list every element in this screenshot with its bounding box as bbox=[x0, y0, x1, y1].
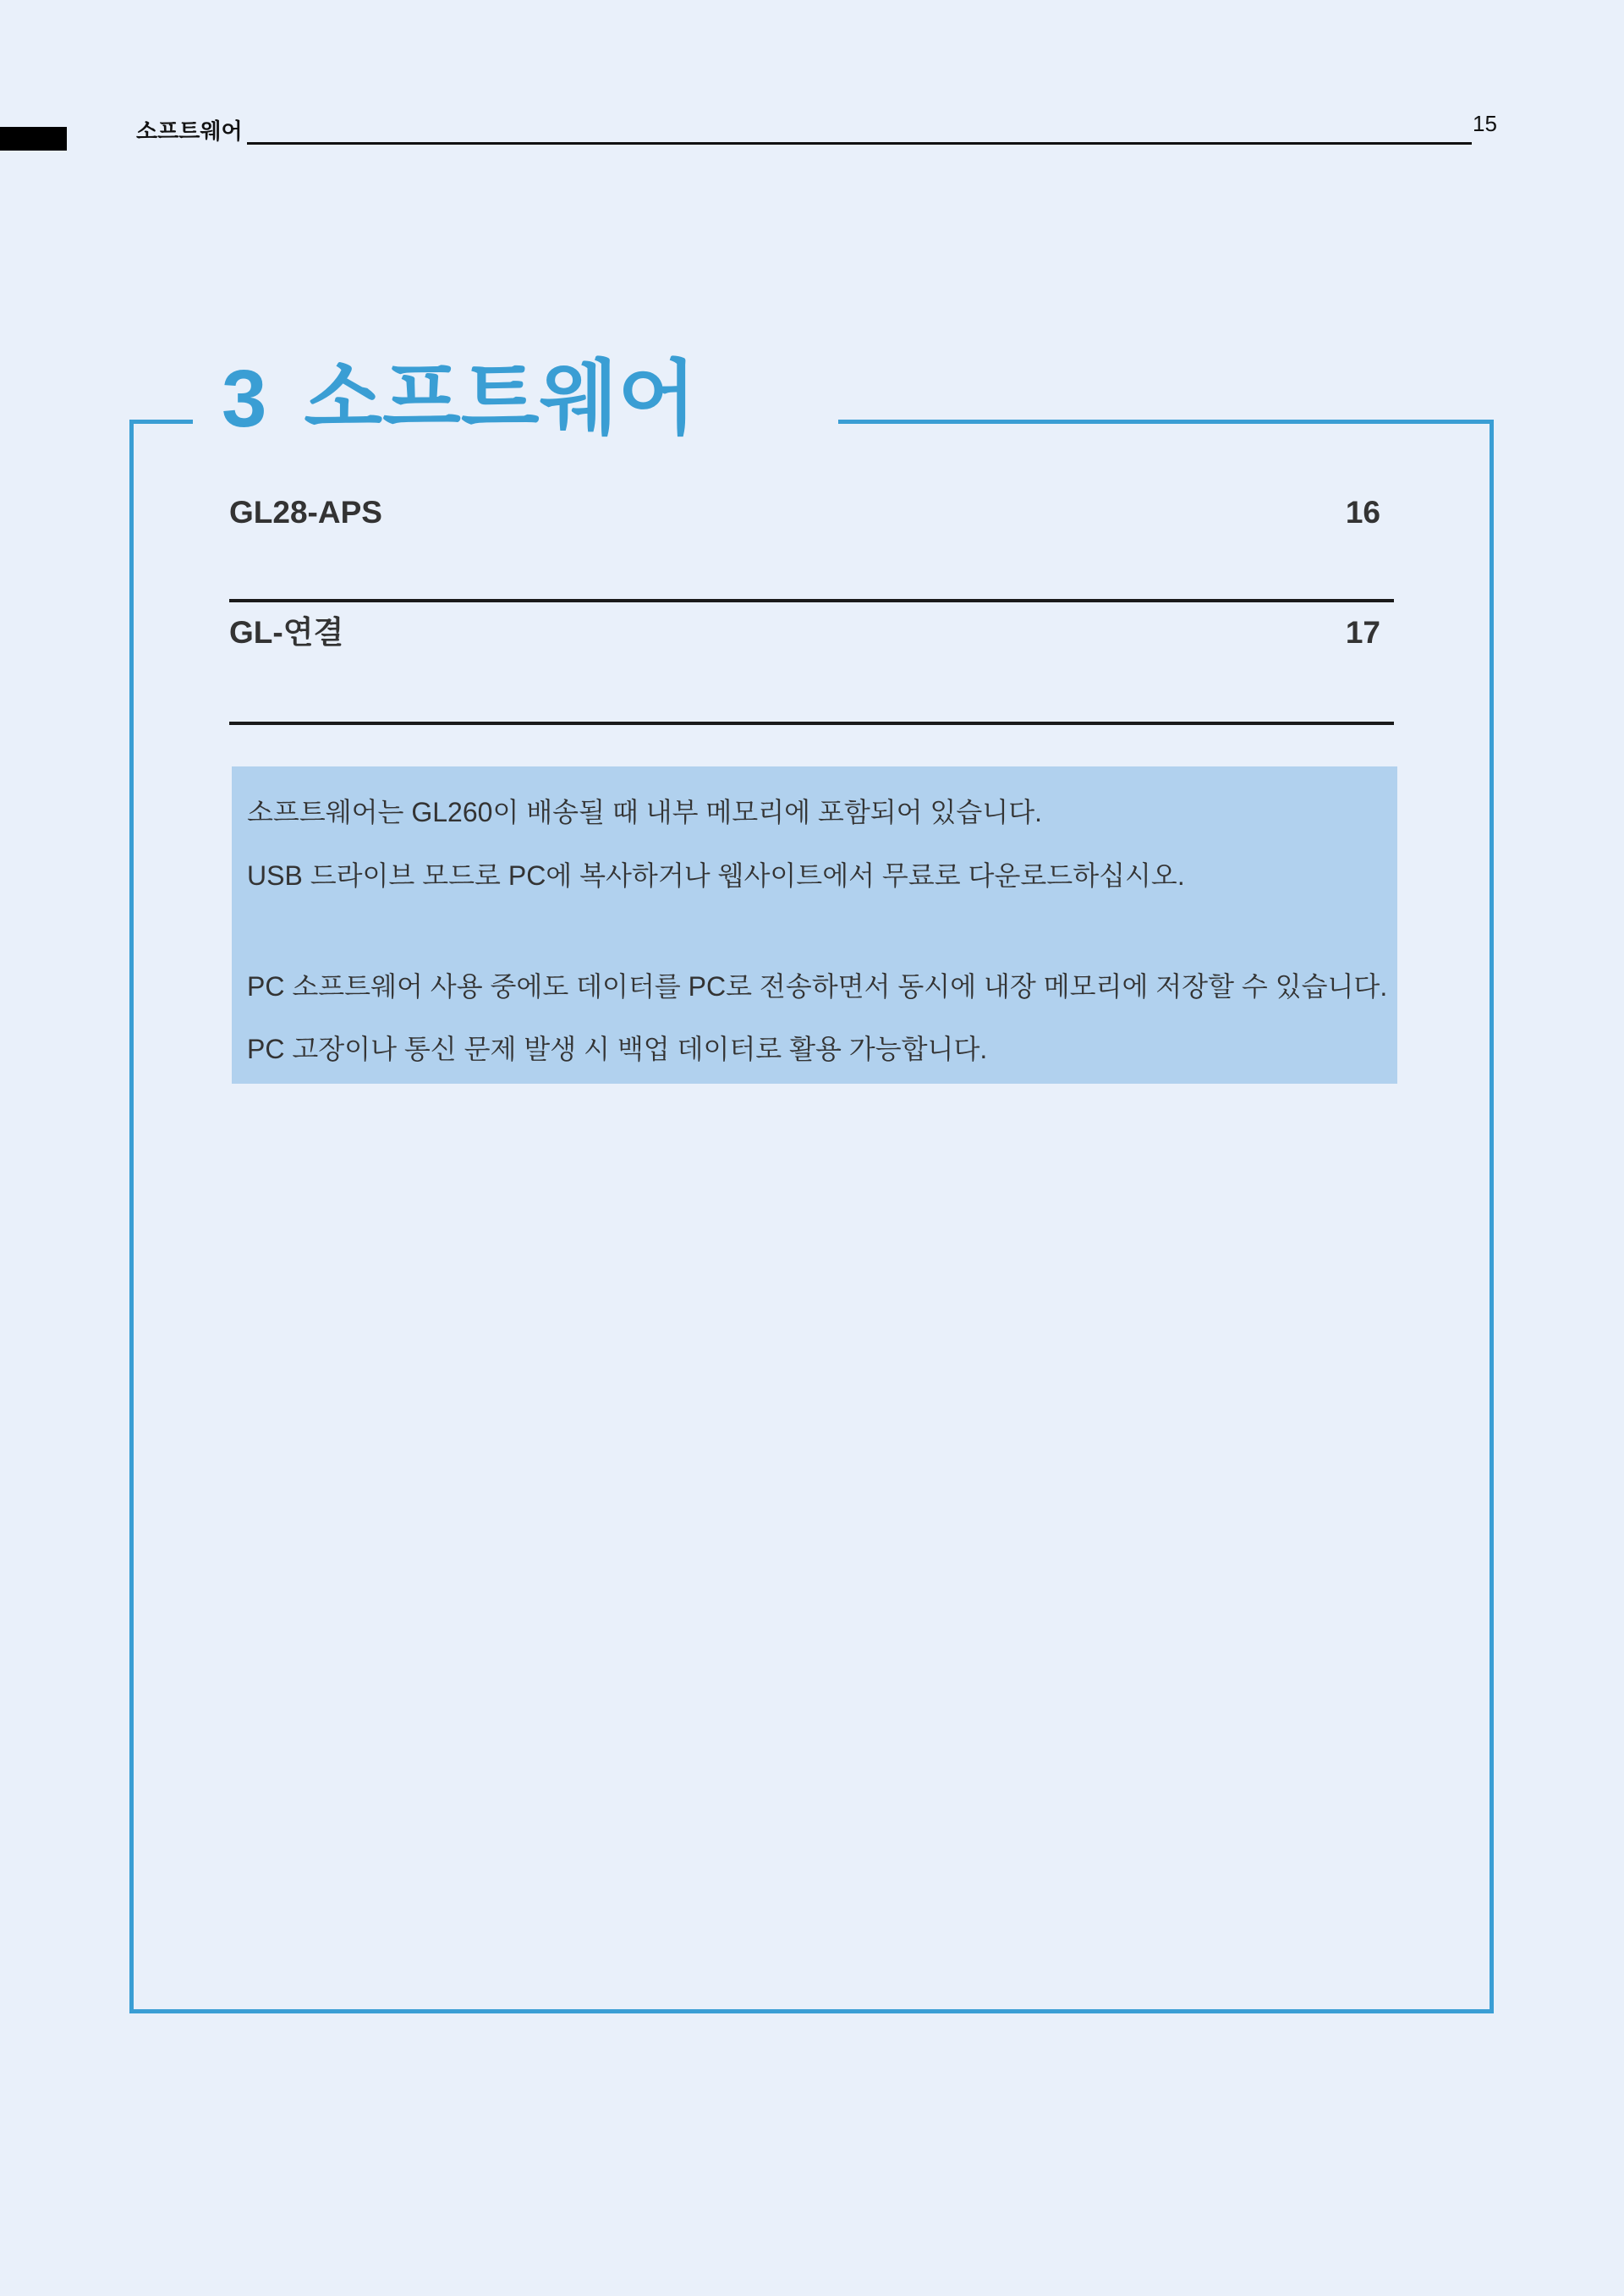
chapter-number: 3 bbox=[222, 354, 267, 444]
toc-entry-gl-connect[interactable] bbox=[229, 609, 1394, 656]
chapter-frame bbox=[129, 420, 1494, 2013]
info-text-line: 소프트웨어는 GL260이 배송될 때 내부 메모리에 포함되어 있습니다. bbox=[247, 797, 1043, 827]
info-box bbox=[232, 766, 1397, 1084]
toc-entry-page: 17 bbox=[1345, 615, 1380, 650]
chapter-title-text: 소프트웨어 bbox=[304, 354, 697, 444]
info-text-line: PC 소프트웨어 사용 중에도 데이터를 PC로 전송하면서 동시에 내장 메모리에 저장할 수 있습니다. bbox=[247, 971, 1388, 1002]
header-tab-marker bbox=[0, 127, 67, 151]
toc-divider bbox=[229, 722, 1394, 725]
info-text-line: PC 고장이나 통신 문제 발생 시 백업 데이터로 활용 가능합니다. bbox=[247, 1034, 988, 1064]
toc-divider bbox=[229, 599, 1394, 602]
toc-entry-page: 16 bbox=[1345, 495, 1380, 530]
header-rule bbox=[247, 142, 1472, 145]
toc-entry-gl28-aps[interactable] bbox=[229, 489, 1394, 536]
page-number: 15 bbox=[1473, 111, 1497, 136]
chapter-title bbox=[222, 349, 696, 450]
toc-entry-label: GL28-APS bbox=[229, 495, 382, 530]
header-section-label: 소프트웨어 bbox=[136, 118, 243, 144]
info-text-line: USB 드라이브 모드로 PC에 복사하거나 웹사이트에서 무료로 다운로드하십시오. bbox=[247, 860, 1185, 891]
toc-entry-label: GL-연결 bbox=[229, 615, 344, 650]
